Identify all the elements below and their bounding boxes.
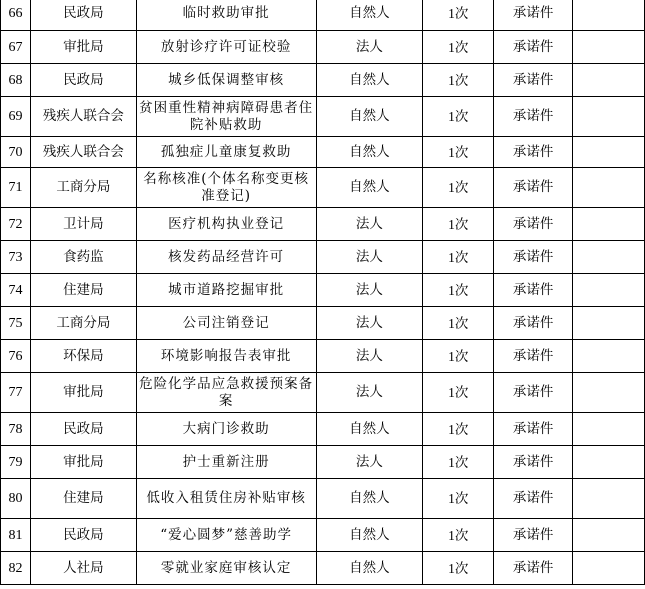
applicant-type-cell: 自然人 [316,519,423,552]
department-cell: 民政局 [30,519,136,552]
table-body [1,0,645,585]
service-item-cell: 低收入租赁住房补贴审核 [136,479,316,519]
row-number-cell: 71 [1,168,31,208]
visit-count-cell: 1次 [423,31,494,64]
service-item-cell: 放射诊疗许可证校验 [136,31,316,64]
visit-count-cell: 1次 [423,274,494,307]
applicant-type-cell: 自然人 [316,64,423,97]
department-cell: 审批局 [30,446,136,479]
visit-count-cell: 1次 [423,241,494,274]
row-number-cell: 67 [1,31,31,64]
row-number-cell: 78 [1,413,31,446]
handling-mode-cell: 承诺件 [494,0,573,31]
applicant-type-cell: 法人 [316,373,423,413]
applicant-type-cell: 法人 [316,208,423,241]
service-item-cell: “爱心圆梦”慈善助学 [136,519,316,552]
table-row [1,137,645,168]
handling-mode-cell: 承诺件 [494,479,573,519]
visit-count-cell: 1次 [423,519,494,552]
visit-count-cell: 1次 [423,479,494,519]
department-cell: 民政局 [30,64,136,97]
table-row [1,340,645,373]
applicant-type-cell: 自然人 [316,479,423,519]
visit-count-cell: 1次 [423,137,494,168]
table-row [1,274,645,307]
department-cell: 人社局 [30,552,136,585]
handling-mode-cell: 承诺件 [494,64,573,97]
handling-mode-cell: 承诺件 [494,274,573,307]
service-item-cell: 大病门诊救助 [136,413,316,446]
row-number-cell: 72 [1,208,31,241]
handling-mode-cell: 承诺件 [494,373,573,413]
table-row [1,307,645,340]
row-number-cell: 68 [1,64,31,97]
handling-mode-cell: 承诺件 [494,413,573,446]
applicant-type-cell: 自然人 [316,168,423,208]
table-row [1,31,645,64]
department-cell: 民政局 [30,413,136,446]
handling-mode-cell: 承诺件 [494,446,573,479]
service-item-cell: 医疗机构执业登记 [136,208,316,241]
service-item-cell: 环境影响报告表审批 [136,340,316,373]
table-row [1,97,645,137]
department-cell: 民政局 [30,0,136,31]
service-item-cell: 零就业家庭审核认定 [136,552,316,585]
table-row [1,0,645,31]
empty-cell [573,64,645,97]
table-row [1,168,645,208]
row-number-cell: 81 [1,519,31,552]
handling-mode-cell: 承诺件 [494,97,573,137]
visit-count-cell: 1次 [423,446,494,479]
department-cell: 残疾人联合会 [30,137,136,168]
table-row [1,519,645,552]
handling-mode-cell: 承诺件 [494,208,573,241]
empty-cell [573,373,645,413]
table-row [1,479,645,519]
row-number-cell: 66 [1,0,31,31]
service-item-cell: 临时救助审批 [136,0,316,31]
applicant-type-cell: 法人 [316,274,423,307]
table-row [1,373,645,413]
row-number-cell: 75 [1,307,31,340]
applicant-type-cell: 法人 [316,31,423,64]
service-item-cell: 名称核准(个体名称变更核准登记) [136,168,316,208]
applicant-type-cell: 法人 [316,307,423,340]
handling-mode-cell: 承诺件 [494,552,573,585]
applicant-type-cell: 法人 [316,241,423,274]
department-cell: 工商分局 [30,168,136,208]
table-row [1,446,645,479]
handling-mode-cell: 承诺件 [494,340,573,373]
handling-mode-cell: 承诺件 [494,241,573,274]
table-row [1,552,645,585]
department-cell: 审批局 [30,373,136,413]
row-number-cell: 73 [1,241,31,274]
visit-count-cell: 1次 [423,413,494,446]
department-cell: 食药监 [30,241,136,274]
applicant-type-cell: 自然人 [316,137,423,168]
department-cell: 卫计局 [30,208,136,241]
visit-count-cell: 1次 [423,64,494,97]
empty-cell [573,97,645,137]
visit-count-cell: 1次 [423,552,494,585]
service-item-cell: 城乡低保调整审核 [136,64,316,97]
department-cell: 住建局 [30,479,136,519]
department-cell: 环保局 [30,340,136,373]
department-cell: 审批局 [30,31,136,64]
service-item-cell: 城市道路挖掘审批 [136,274,316,307]
service-item-cell: 护士重新注册 [136,446,316,479]
visit-count-cell: 1次 [423,168,494,208]
handling-mode-cell: 承诺件 [494,31,573,64]
empty-cell [573,519,645,552]
empty-cell [573,208,645,241]
row-number-cell: 69 [1,97,31,137]
visit-count-cell: 1次 [423,307,494,340]
row-number-cell: 76 [1,340,31,373]
empty-cell [573,241,645,274]
empty-cell [573,307,645,340]
applicant-type-cell: 自然人 [316,413,423,446]
department-cell: 残疾人联合会 [30,97,136,137]
applicant-type-cell: 法人 [316,446,423,479]
handling-mode-cell: 承诺件 [494,519,573,552]
empty-cell [573,552,645,585]
table-row [1,241,645,274]
row-number-cell: 80 [1,479,31,519]
service-item-cell: 贫困重性精神病障碍患者住院补贴救助 [136,97,316,137]
empty-cell [573,137,645,168]
service-item-cell: 危险化学品应急救援预案备案 [136,373,316,413]
table-row [1,413,645,446]
applicant-type-cell: 自然人 [316,97,423,137]
empty-cell [573,0,645,31]
visit-count-cell: 1次 [423,373,494,413]
row-number-cell: 77 [1,373,31,413]
visit-count-cell: 1次 [423,208,494,241]
visit-count-cell: 1次 [423,340,494,373]
empty-cell [573,479,645,519]
table-row [1,208,645,241]
service-item-cell: 核发药品经营许可 [136,241,316,274]
row-number-cell: 82 [1,552,31,585]
empty-cell [573,274,645,307]
empty-cell [573,340,645,373]
empty-cell [573,31,645,64]
service-item-cell: 孤独症儿童康复救助 [136,137,316,168]
applicant-type-cell: 法人 [316,340,423,373]
applicant-type-cell: 自然人 [316,552,423,585]
department-cell: 工商分局 [30,307,136,340]
service-item-cell: 公司注销登记 [136,307,316,340]
empty-cell [573,413,645,446]
handling-mode-cell: 承诺件 [494,168,573,208]
applicant-type-cell: 自然人 [316,0,423,31]
table-row [1,64,645,97]
handling-mode-cell: 承诺件 [494,137,573,168]
row-number-cell: 74 [1,274,31,307]
department-cell: 住建局 [30,274,136,307]
empty-cell [573,446,645,479]
empty-cell [573,168,645,208]
row-number-cell: 70 [1,137,31,168]
row-number-cell: 79 [1,446,31,479]
handling-mode-cell: 承诺件 [494,307,573,340]
visit-count-cell: 1次 [423,0,494,31]
visit-count-cell: 1次 [423,97,494,137]
